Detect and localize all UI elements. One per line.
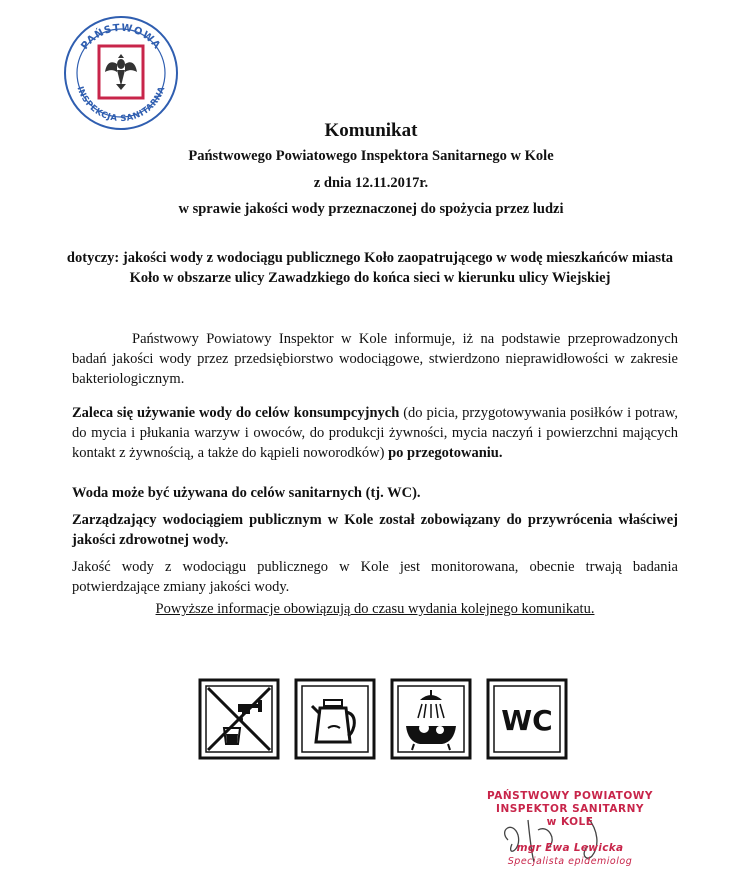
- stamp-line-2: INSPEKTOR SANITARNY: [496, 803, 644, 815]
- shower-bath-icon: [390, 678, 472, 760]
- concerns-paragraph: dotyczy: jakości wody z wodociągu publicznego Koło zaopatrującego w wodę mieszkańców miasta Koło w obszarze ulicy Zawadzkiego do końca sieci w kierunku ulicy Wiejskiej: [66, 250, 674, 286]
- manager-obligation-paragraph: Zarządzający wodociągiem publicznym w Kole został zobowiązany do przywrócenia właściwej jakości zdrowotnej wody.: [72, 512, 678, 548]
- recommendation-tail: po przegotowaniu.: [388, 445, 503, 461]
- monitoring-paragraph: Jakość wody z wodociągu publicznego w Kole jest monitorowana, obecnie trwają badania potwierdzające zmiany jakości wody.: [72, 559, 678, 595]
- issuer-line: Państwowego Powiatowego Inspektora Sanitarnego w Kole: [188, 148, 554, 164]
- stamp-signatory-name: mgr Ewa Lewicka: [516, 842, 624, 854]
- logo-text-bottom: INSPEKCJA SANITARNA: [74, 85, 168, 125]
- stamp-signatory-role: Specjalista epidemiolog: [507, 856, 633, 867]
- validity-note: Powyższe informacje obowiązują do czasu wydania kolejnego komunikatu.: [155, 601, 595, 617]
- stamp-line-1: PAŃSTWOWY POWIATOWY: [487, 790, 653, 802]
- logo-text-top: PAŃSTWOWA: [79, 22, 163, 52]
- wc-label: WC: [501, 704, 553, 737]
- inspekcja-sanitarna-logo: [62, 14, 180, 132]
- kettle-icon: [294, 678, 376, 760]
- recommendation-body: (do picia, przygotowywania posiłków i potraw, do mycia i płukania warzyw i owoców, do produkcji żywności, mycia naczyń i powierzchni mających kontakt z żywnością, a także do kąpieli noworodków): [72, 405, 678, 461]
- issue-date: z dnia 12.11.2017r.: [313, 175, 429, 191]
- official-stamp: [470, 790, 670, 870]
- recommendation-paragraph: [72, 403, 678, 463]
- usage-pictograms: [198, 678, 578, 760]
- sanitary-use-paragraph: Woda może być używana do celów sanitarnych (tj. WC).: [72, 485, 421, 501]
- document-title: Komunikat: [324, 120, 418, 141]
- intro-paragraph: Państwowy Powiatowy Inspektor w Kole informuje, iż na podstawie przeprowadzonych badań jakości wody przez przedsiębiorstwo wodociągowe, stwierdzono nieprawidłowości w zakresie bakteriologicznym.: [72, 331, 678, 387]
- recommendation-lead: Zaleca się używanie wody do celów konsumpcyjnych: [72, 405, 400, 421]
- stamp-line-3: w KOLE: [546, 816, 594, 828]
- no-tap-drinking-icon: [198, 678, 280, 760]
- wc-icon: [486, 678, 568, 760]
- subject-line: w sprawie jakości wody przeznaczonej do spożycia przez ludzi: [178, 201, 564, 217]
